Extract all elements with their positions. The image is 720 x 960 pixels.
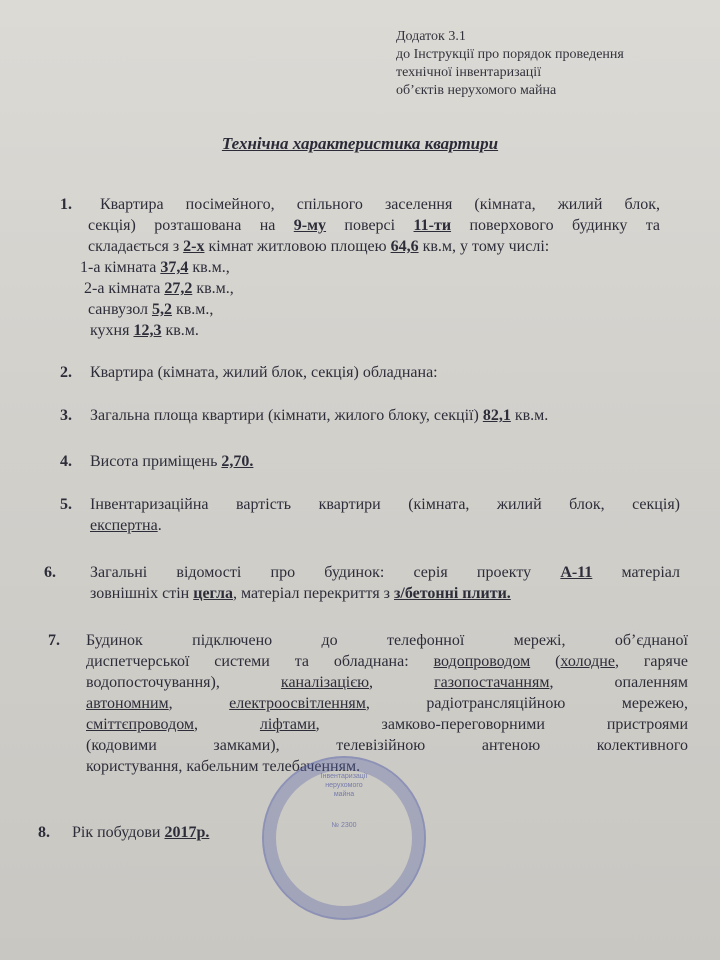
item-6-line-2 (90, 583, 680, 604)
text: кв.м, у тому числі: (418, 238, 550, 255)
bathroom-value: 5,2 (151, 301, 172, 318)
item-5-number: 5. (60, 496, 72, 513)
stamp-text (302, 772, 386, 830)
water-supply: водопроводом (433, 653, 531, 670)
text: Загальна площа квартири (кімнати, жилого блоку, секції) (90, 407, 483, 424)
item-8-number: 8. (38, 824, 50, 841)
appendix-header (396, 28, 624, 100)
item-1-line-3 (88, 236, 660, 257)
wall-material-value: цегла (193, 585, 233, 602)
gas-supply: газопостачанням (434, 674, 550, 691)
item-1-line-2 (88, 215, 660, 236)
cold-water: холодне (560, 653, 615, 670)
item-6-number: 6. (44, 564, 56, 581)
text: кухня (90, 322, 134, 339)
text: зовнішніх стін (90, 585, 194, 602)
text: , радіотрансляційною мережею, (365, 695, 688, 712)
official-stamp (262, 756, 426, 920)
text: 1-а кімната (80, 259, 161, 276)
bathroom-line (88, 299, 660, 320)
item-6 (44, 562, 680, 604)
item-7-line-4 (86, 693, 688, 714)
item-4-line (90, 451, 253, 472)
item-2 (60, 362, 438, 383)
item-2-number: 2. (60, 364, 72, 381)
text: кв.м., (188, 259, 230, 276)
item-7-line-5 (86, 714, 688, 735)
item-6-line-1 (90, 562, 680, 583)
item-7-line-6: (кодовими замками), телевізійною антеною колективного (86, 737, 688, 754)
series-value: А-11 (560, 564, 593, 581)
text: санвузол (88, 301, 152, 318)
stamp-line-1: Інвентаризації (320, 773, 368, 780)
text: , гаряче (614, 653, 688, 670)
text: , (369, 674, 435, 691)
kitchen-line (90, 320, 660, 341)
item-3-number: 3. (60, 407, 72, 424)
item-1 (60, 194, 660, 341)
item-8-line (72, 822, 209, 843)
item-8 (38, 822, 209, 843)
text: Рік побудови (72, 824, 165, 841)
text: водопосточування), (86, 674, 281, 691)
electric-lighting: електроосвітленням (229, 695, 366, 712)
document-title: Технічна характеристика квартири (221, 134, 499, 153)
stamp-line-2: нерухомого (325, 782, 363, 789)
item-7-number: 7. (48, 632, 60, 649)
valuation-value: експертна (90, 517, 158, 534)
build-year-value: 2017р. (164, 824, 210, 841)
text: кв.м., (192, 280, 234, 297)
text: кімнат житловою площею (204, 238, 391, 255)
text: , замково-переговорними пристроями (315, 716, 689, 733)
room-2-line (84, 278, 660, 299)
text: , (194, 716, 260, 733)
room-1-line (80, 257, 660, 278)
text: секція) розташована на (88, 217, 294, 234)
item-7-line-7: користування, кабельним телебаченням. (86, 758, 361, 775)
text: кв.м. (161, 322, 199, 339)
item-4 (60, 451, 253, 472)
text: кв.м., (171, 301, 214, 318)
item-5-line-2 (90, 515, 680, 536)
appendix-line-4: об’єктів нерухомого майна (396, 83, 557, 98)
item-7-line-2 (86, 651, 688, 672)
item-3-line (90, 405, 548, 426)
text: кв.м. (510, 407, 549, 424)
item-1-line-1: Квартира посімейного, спільного заселення (кімната, жилий блок, (100, 196, 660, 213)
item-5 (60, 494, 680, 536)
room-1-value: 37,4 (160, 259, 189, 276)
item-5-line-1: Інвентаризаційна вартість квартири (кімната, жилий блок, секція) (90, 496, 680, 513)
item-7-line-3 (86, 672, 688, 693)
ceiling-height-value: 2,70. (221, 453, 254, 470)
stamp-line-4: № 2300 (331, 822, 357, 829)
rooms-value: 2-х (183, 238, 205, 255)
item-1-number: 1. (60, 196, 72, 213)
text: , (168, 695, 230, 712)
text: поверхового будинку та (451, 217, 661, 234)
item-2-text: Квартира (кімната, жилий блок, секція) обладнана: (90, 364, 438, 381)
stamp-line-3: майна (333, 791, 355, 798)
floor-value: 9-му (293, 217, 327, 234)
autonomous-heating: автономним (86, 695, 169, 712)
room-2-value: 27,2 (164, 280, 193, 297)
total-area-value: 82,1 (482, 407, 511, 424)
garbage-chute: сміттєпроводом (86, 716, 195, 733)
text: поверсі (326, 217, 414, 234)
text: , матеріал перекриття з (232, 585, 394, 602)
slab-material-value: з/бетонні плити. (394, 585, 511, 602)
appendix-line-1: Додаток 3.1 (396, 29, 466, 44)
item-7-line-1: Будинок підключено до телефонної мережі, об’єднаної (86, 632, 688, 649)
text: Висота приміщень (90, 453, 222, 470)
floors-value: 11-ти (413, 217, 452, 234)
item-7 (48, 630, 688, 777)
text: матеріал (592, 564, 681, 581)
text: складається з (88, 238, 184, 255)
appendix-line-2: до Інструкції про порядок проведення (396, 47, 624, 62)
text: диспетчерської системи та обладнана: (86, 653, 434, 670)
text: , опаленням (549, 674, 689, 691)
item-4-number: 4. (60, 453, 72, 470)
text: Загальні відомості про будинок: серія проекту (90, 564, 561, 581)
living-area-value: 64,6 (390, 238, 419, 255)
text: 2-а кімната (84, 280, 165, 297)
appendix-line-3: технічної інвентаризації (396, 65, 542, 80)
item-3 (60, 405, 548, 426)
lifts: ліфтами (259, 716, 316, 733)
text: . (157, 517, 162, 534)
text: ( (530, 653, 561, 670)
sewerage: каналізацією (280, 674, 370, 691)
kitchen-value: 12,3 (133, 322, 162, 339)
